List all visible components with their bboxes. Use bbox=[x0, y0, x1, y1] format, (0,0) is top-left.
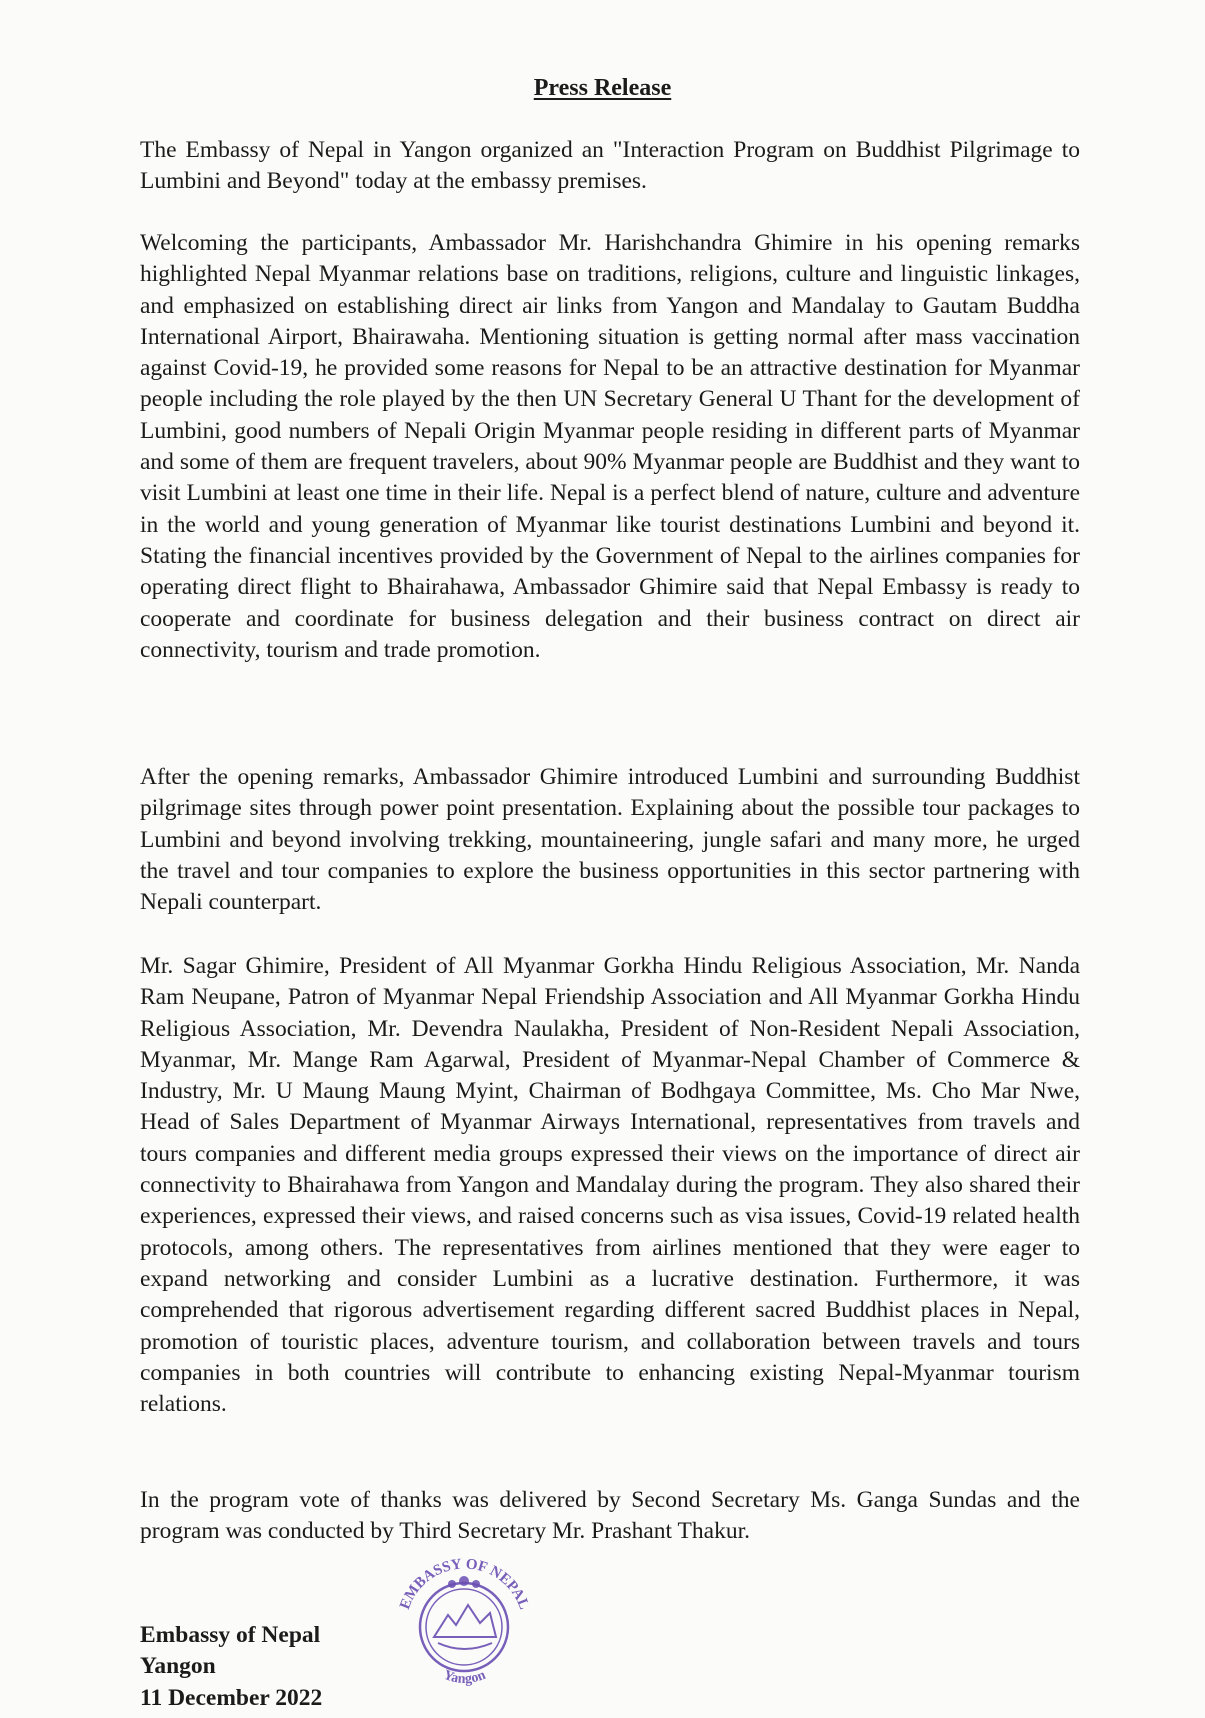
signature-city: Yangon bbox=[140, 1653, 216, 1680]
paragraph-presentation: After the opening remarks, Ambassador Ghimire introduced Lumbini and surrounding Buddhist pilgrimage sites through power point presentation. Explaining about the possible tour packages to Lumbini and beyond involving trekking, mountaineering, jungle safari and many more, he urged the travel and tour companies to explore the business opportunities in this sector partnering with Nepali counterpart. bbox=[140, 764, 1080, 916]
stamp-text-bottom: Yangon bbox=[441, 1667, 488, 1687]
paragraph-welcome-remarks: Welcoming the participants, Ambassador Mr. Harishchandra Ghimire in his opening remarks highlighted Nepal Myanmar relations base on traditions, religions, culture and linguistic linkages, and emphasized on establishing direct air links from Yangon and Mandalay to Gautam Buddha International Airport, Bhairawaha. Mentioning situation is getting normal after mass vaccination against Covid-19, he provided some reasons for Nepal to be an attractive destination for Myanmar people including the role played by the then UN Secretary General U Thant for the development of Lumbini, good numbers of Nepali Origin Myanmar people residing in different parts of Myanmar and some of them are frequent travelers, about 90% Myanmar people are Buddhist and they want to visit Lumbini at least one time in their life. Nepal is a perfect blend of nature, culture and adventure in the world and young generation of Myanmar like tourist destinations Lumbini and beyond it. Stating the financial incentives provided by the Government of Nepal to the airlines companies for operating direct flight to Bhairahawa, Ambassador Ghimire said that Nepal Embassy is ready to cooperate and coordinate for business delegation and their business contract on direct air connectivity, tourism and trade promotion. bbox=[140, 230, 1080, 663]
page-title: Press Release bbox=[533, 75, 672, 101]
signature-block bbox=[140, 1620, 322, 1714]
embassy-seal-stamp bbox=[382, 1545, 547, 1710]
paragraph-intro: The Embassy of Nepal in Yangon organized an "Interaction Program on Buddhist Pilgrimage to Lumbini and Beyond" today at the embassy premises. bbox=[140, 137, 1080, 195]
paragraph-vote-of-thanks: In the program vote of thanks was delivered by Second Secretary Ms. Ganga Sundas and the program was conducted by Third Secretary Mr. Prashant Thakur. bbox=[140, 1487, 1080, 1545]
stamp-text-top: EMBASSY OF NEPAL bbox=[397, 1556, 532, 1612]
signature-org: Embassy of Nepal bbox=[140, 1622, 321, 1648]
paragraph-participants: Mr. Sagar Ghimire, President of All Myanmar Gorkha Hindu Religious Association, Mr. Nanda Ram Neupane, Patron of Myanmar Nepal Friendship Association and All Myanmar Gorkha Hindu Religious Association, Mr. Devendra Naulakha, President of Non-Resident Nepali Association, Myanmar, Mr. Mange Ram Agarwal, President of Myanmar-Nepal Chamber of Commerce & Industry, Mr. U Maung Maung Myint, Chairman of Bodhgaya Committee, Ms. Cho Mar Nwe, Head of Sales Department of Myanmar Airways International, representatives from travels and tours companies and different media groups expressed their views on the importance of direct air connectivity to Bhairahawa from Yangon and Mandalay during the program. They also shared their experiences, expressed their views, and raised concerns such as visa issues, Covid-19 related health protocols, among others. The representatives from airlines mentioned that they were eager to expand networking and consider Lumbini as a lucrative destination. Furthermore, it was comprehended that rigorous advertisement regarding different sacred Buddhist places in Nepal, promotion of touristic places, adventure tourism, and collaboration between travels and tours companies in both countries will contribute to enhancing existing Nepal-Myanmar tourism relations. bbox=[140, 953, 1080, 1418]
signature-date: 11 December 2022 bbox=[140, 1684, 323, 1711]
